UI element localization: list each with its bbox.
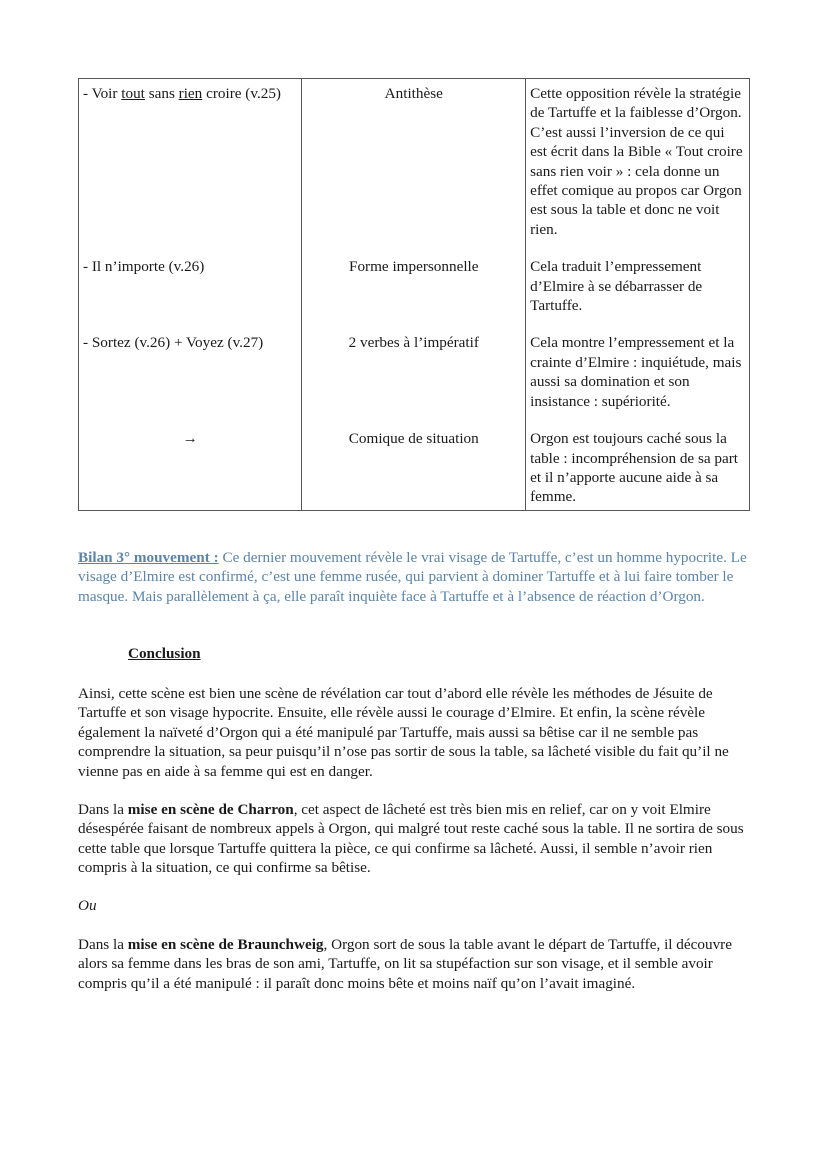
ou-text: Ou [78,897,97,914]
bold-phrase: mise en scène de Charron [127,801,294,818]
underlined-word: rien [178,85,203,102]
table-row [79,411,750,510]
analysis-table [78,78,750,511]
braunchweig-paragraph: Dans la mise en scène de Braunchweig, Orgon sort de sous la table avant le départ de Tartuffe, il découvre alors sa femme dans les bras de son ami, Tartuffe, on lit sa stupéfaction sur son visage, et il semble avoir compris qu’il a été manipulé : il paraît donc moins bête et moins naïf qu’on l’avait imaginé. [78,936,732,992]
underlined-word: tout [121,85,145,102]
bilan-paragraph [78,548,750,606]
bold-phrase: mise en scène de Braunchweig [127,936,324,953]
table-cell-interpretation: Cela traduit l’empressement d’Elmire à se débarrasser de Tartuffe. [526,239,750,315]
table-cell-quote: - Il n’importe (v.26) [79,239,302,315]
table-cell-interpretation: Cela montre l’empressement et la crainte d’Elmire : inquiétude, mais aussi sa domination et son insistance : supériorité. [526,315,750,411]
table-cell-quote: - Voir tout sans rien croire (v.25) [79,79,302,240]
table-row [79,315,750,411]
table-cell-procede: Forme impersonnelle [302,239,526,315]
table-cell-quote: - Sortez (v.26) + Voyez (v.27) [79,315,302,411]
table-cell-interpretation: Orgon est toujours caché sous la table : incompréhension de sa part et il n’apporte aucune aide à sa femme. [526,411,750,510]
table-row [79,79,750,240]
table-cell-procede: Antithèse [302,79,526,240]
conclusion-heading: Conclusion [128,645,201,662]
conclusion-paragraph: Ainsi, cette scène est bien une scène de révélation car tout d’abord elle révèle les méthodes de Jésuite de Tartuffe et son visage hypocrite. Ensuite, elle révèle aussi le courage d’Elmire. Et enfin, la scène révèle également la naïveté d’Orgon qui a été manipulé par Tartuffe, mais aussi sa bêtise car il ne semble pas comprendre la situation, sa peur puisqu’il n’ose pas sortir de sous la table, sa lâcheté visible du fait qu’il ne vienne pas en aide à sa femme qui est en danger. [78,685,729,780]
table-cell-procede: Comique de situation [302,411,526,510]
table-row [79,239,750,315]
bilan-text: Ce dernier mouvement révèle le vrai visage de Tartuffe, c’est un homme hypocrite. Le visage d’Elmire est confirmé, c’est une femme rusée, qui parvient à dominer Tartuffe et à lui faire tomber le masque. Mais parallèlement à ça, elle paraît inquiète face à Tartuffe et à l’absence de réaction d’Orgon. [78,549,747,605]
table-cell-interpretation: Cette opposition révèle la stratégie de Tartuffe et la faiblesse d’Orgon. C’est aussi l’inversion de ce qui est écrit dans la Bible « Tout croire sans rien voir » : cela donne un effet comique au propos car Orgon est sous la table et donc ne voit rien. [526,79,750,240]
table-cell-procede: 2 verbes à l’impératif [302,315,526,411]
bilan-label: Bilan 3° mouvement : [78,549,219,566]
charron-paragraph: Dans la mise en scène de Charron, cet aspect de lâcheté est très bien mis en relief, car on y voit Elmire désespérée faisant de nombreux appels à Orgon, qui malgré tout reste caché sous la table. Il ne sortira de sous cette table que lorsque Tartuffe quittera la pièce, ce qui confirme sa lâcheté. Aussi, il semble n’avoir rien compris à la situation, ce qui confirme sa bêtise. [78,801,744,877]
table-cell-quote: → [79,411,302,510]
